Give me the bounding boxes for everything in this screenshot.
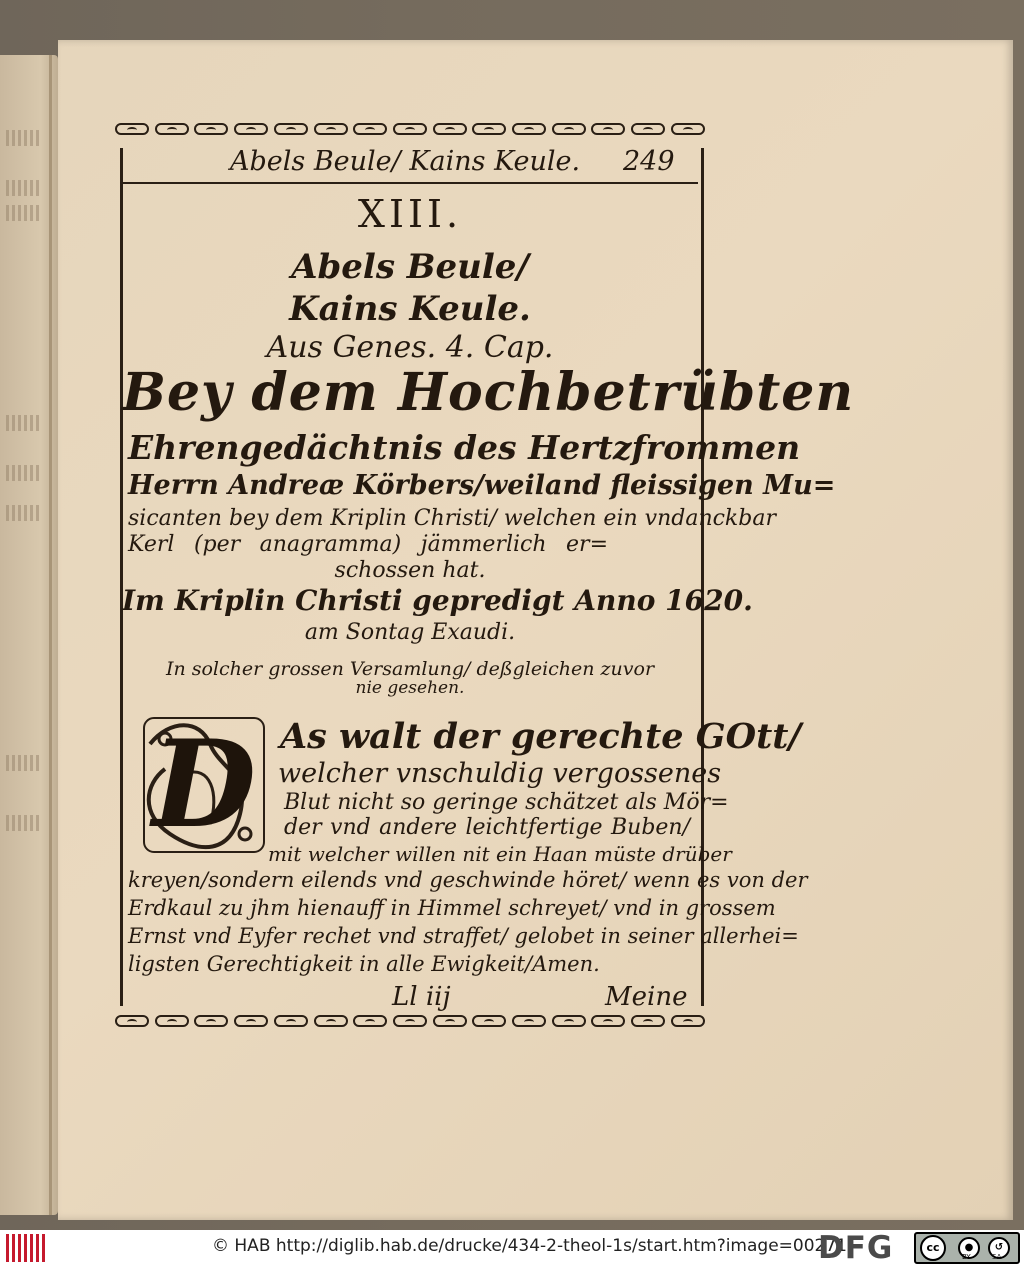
body-line: ligsten Gerechtigkeit in alle Ewigkeit/Amen. <box>128 952 600 976</box>
previous-page-ink <box>6 130 42 146</box>
source-link[interactable]: © HAB http://diglib.hab.de/drucke/434-2-theol-1s/start.htm?image=00271 <box>212 1236 847 1256</box>
body-line: mit welcher willen nit ein Haan müste drüber <box>268 842 732 866</box>
section-number: XIII. <box>357 192 463 236</box>
body-line: Blut nicht so geringe schätzet als Mör= <box>284 790 729 815</box>
previous-page-ink <box>6 755 42 771</box>
cc-icon: cc <box>920 1235 946 1261</box>
catchword: Meine <box>605 982 688 1012</box>
page-number: 249 <box>623 146 675 177</box>
intro-line: Ehrengedächtnis des Hertzfrommen <box>128 428 801 467</box>
title-line-2: Kains Keule. <box>289 289 531 329</box>
assembly-line-2: nie gesehen. <box>355 678 465 698</box>
bible-reference: Aus Genes. 4. Cap. <box>266 330 554 365</box>
previous-page-ink <box>6 180 42 196</box>
ornament-border-top <box>115 118 705 140</box>
body-line: Erdkaul zu jhm hienauff in Himmel schreyet/ vnd in grossem <box>128 896 776 920</box>
intro-line: schossen hat. <box>334 558 486 583</box>
title-line-1: Abels Beule/ <box>291 247 529 287</box>
body-line: welcher vnschuldig vergossenes <box>278 758 722 789</box>
previous-page-ink <box>6 505 42 521</box>
preached-line-2: am Sontag Exaudi. <box>304 620 516 645</box>
previous-page-ink <box>6 465 42 481</box>
assembly-line-1: In solcher grossen Versamlung/ deßgleichen zuvor <box>165 658 655 680</box>
intro-line: sicanten bey dem Kriplin Christi/ welchen ein vndanckbar <box>128 506 776 531</box>
intro-line: Kerl (per anagramma) jämmerlich er= <box>128 532 608 557</box>
by-label: BY <box>962 1253 971 1261</box>
sa-label: SA <box>992 1253 1002 1261</box>
footer-bar <box>0 1230 1024 1267</box>
intro-line: Herrn Andreæ Körbers/weiland fleissigen Mu= <box>128 470 836 501</box>
previous-page-ink <box>6 415 42 431</box>
dfg-logo[interactable]: DFG <box>818 1230 894 1266</box>
header-rule <box>122 182 698 184</box>
signature-mark: Ll iij <box>392 982 451 1012</box>
ornament-border-bottom <box>115 1010 705 1032</box>
decorated-initial <box>140 714 268 856</box>
cc-license-badge[interactable] <box>914 1232 1020 1264</box>
hab-logo-icon[interactable] <box>6 1234 46 1262</box>
share-alike-icon: ↺ <box>988 1237 1010 1259</box>
previous-page-ink <box>6 205 42 221</box>
previous-page-edge <box>0 55 58 1215</box>
body-line: der vnd andere leichtfertige Buben/ <box>284 815 690 840</box>
main-heading: Bey dem Hochbetrübten <box>122 362 855 423</box>
preached-line-1: Im Kriplin Christi gepredigt Anno 1620. <box>122 584 753 617</box>
running-head: Abels Beule/ Kains Keule. <box>230 146 581 177</box>
body-line: kreyen/sondern eilends vnd geschwinde höret/ wenn es von der <box>128 868 808 892</box>
initial-letter: D <box>151 714 257 855</box>
body-line: As walt der gerechte GOtt/ <box>280 716 802 757</box>
by-attribution-icon: ● <box>958 1237 980 1259</box>
body-line: Ernst vnd Eyfer rechet vnd straffet/ gelobet in seiner allerhei= <box>128 924 799 948</box>
previous-page-ink <box>6 815 42 831</box>
